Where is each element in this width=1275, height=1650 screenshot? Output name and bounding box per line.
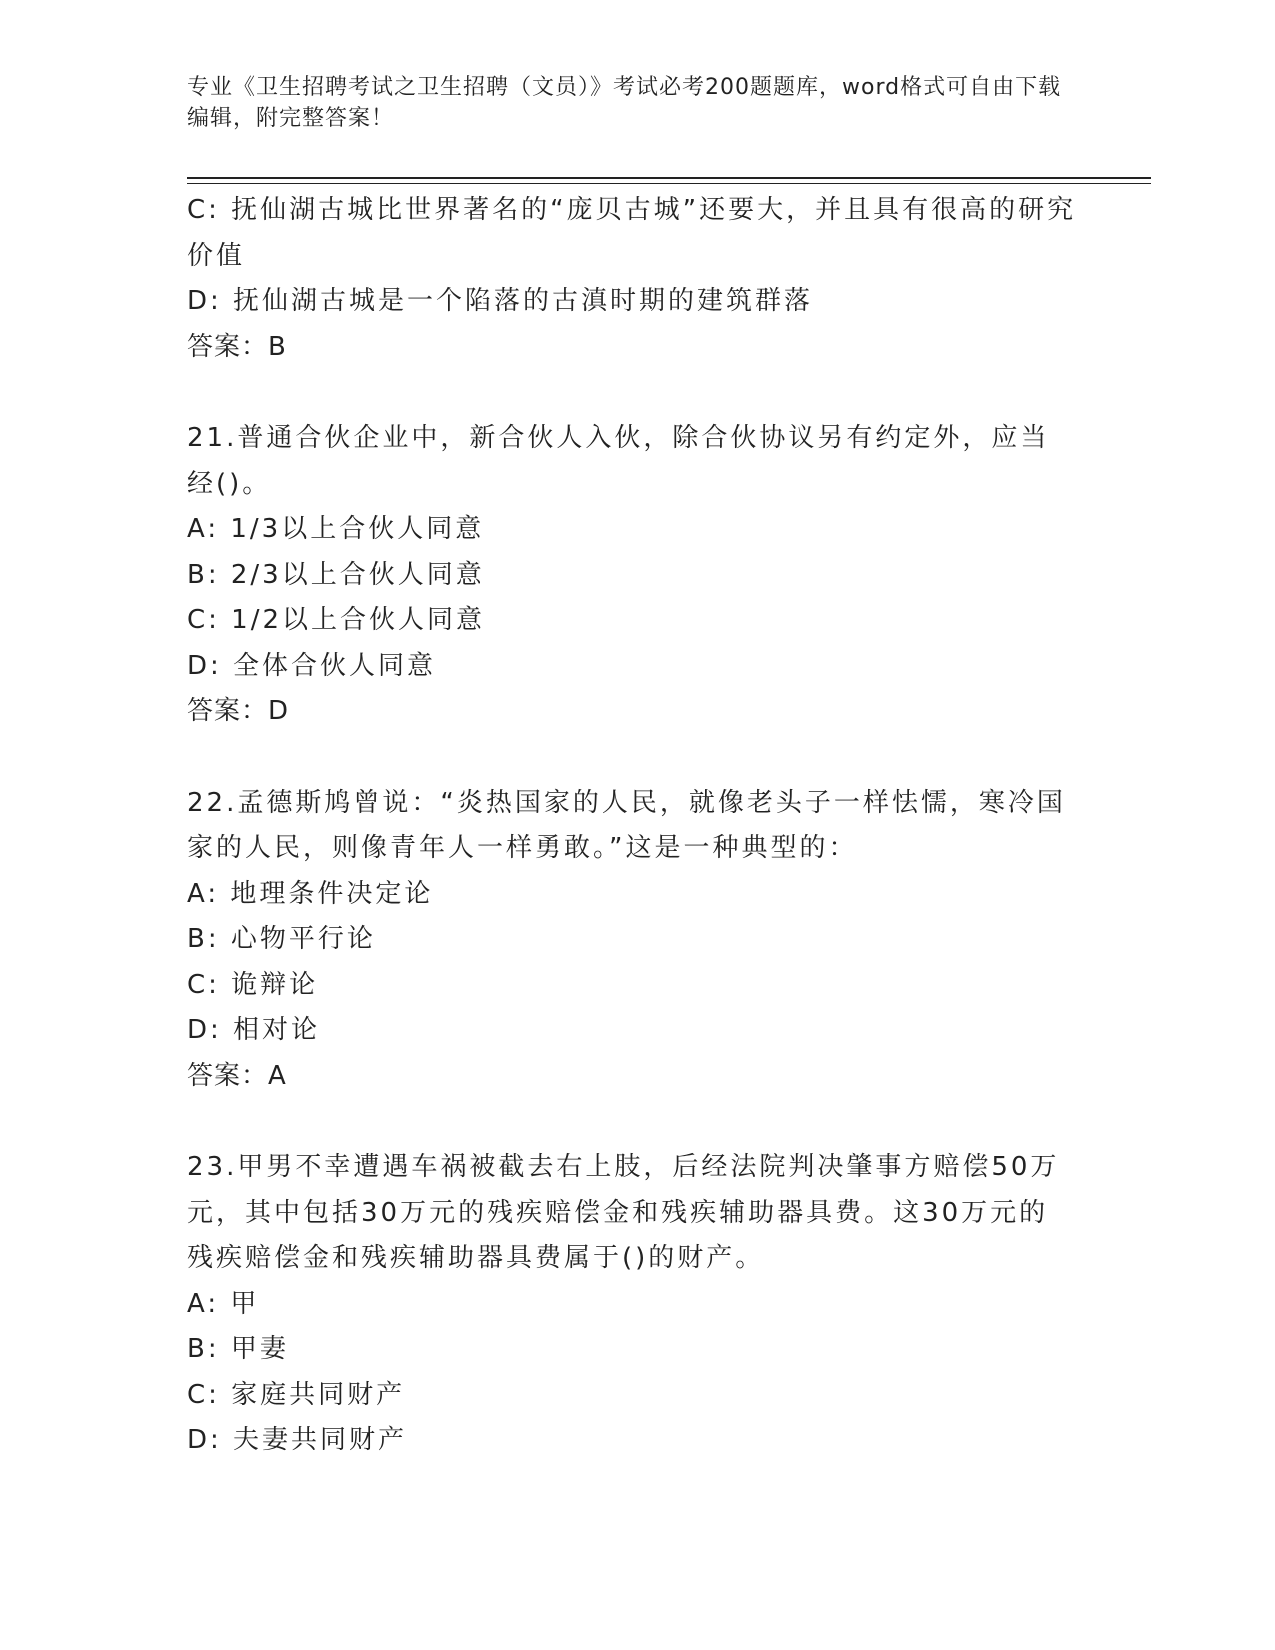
option-c: C: 1/2以上合伙人同意 <box>187 605 486 635</box>
question-list <box>187 188 1077 1464</box>
answer-line: 答案：A <box>187 1060 287 1091</box>
question-text: 23.甲男不幸遭遇车祸被截去右上肢，后经法院判决肇事方赔偿50万元，其中包括30万元的残疾赔偿金和残疾辅助器具费。这30万元的残疾赔偿金和残疾辅助器具费属于()的财产。 <box>187 1152 1060 1273</box>
option-d: D: 全体合伙人同意 <box>187 650 437 681</box>
option-c: C: 家庭共同财产 <box>187 1379 406 1410</box>
option-d: D: 抚仙湖古城是一个陷落的古滇时期的建筑群落 <box>187 286 814 316</box>
option-a: A: 甲 <box>187 1288 260 1319</box>
option-d: D: 夫妻共同财产 <box>187 1425 408 1455</box>
answer-line: 答案：B <box>187 331 287 362</box>
answer-line: 答案：D <box>187 696 290 726</box>
header-divider-thick <box>187 177 1151 179</box>
option-a: A: 地理条件决定论 <box>187 878 434 909</box>
option-c: C: 抚仙湖古城比世界著名的“庞贝古城”还要大，并且具有很高的研究价值 <box>187 195 1077 271</box>
option-b: B: 心物平行论 <box>187 924 376 954</box>
question-22 <box>187 781 1077 1100</box>
option-b: B: 甲妻 <box>187 1334 289 1364</box>
question-23 <box>187 1145 1077 1464</box>
question-text: 21.普通合伙企业中，新合伙人入伙，除合伙协议另有约定外，应当经()。 <box>187 423 1050 499</box>
question-text: 22.孟德斯鸠曾说：“炎热国家的人民，就像老头子一样怯懦，寒冷国家的人民，则像青年人一样勇敢。”这是一种典型的： <box>187 787 1066 863</box>
document-header: 专业《卫生招聘考试之卫生招聘（文员）》考试必考200题题库，word格式可自由下载编辑，附完整答案！ <box>187 75 1062 131</box>
option-a: A: 1/3以上合伙人同意 <box>187 514 485 544</box>
header-divider-thin <box>187 183 1151 184</box>
option-c: C: 诡辩论 <box>187 969 319 1000</box>
option-d: D: 相对论 <box>187 1015 321 1045</box>
question-20-continued <box>187 188 1077 370</box>
option-b: B: 2/3以上合伙人同意 <box>187 559 485 590</box>
question-21 <box>187 416 1077 735</box>
